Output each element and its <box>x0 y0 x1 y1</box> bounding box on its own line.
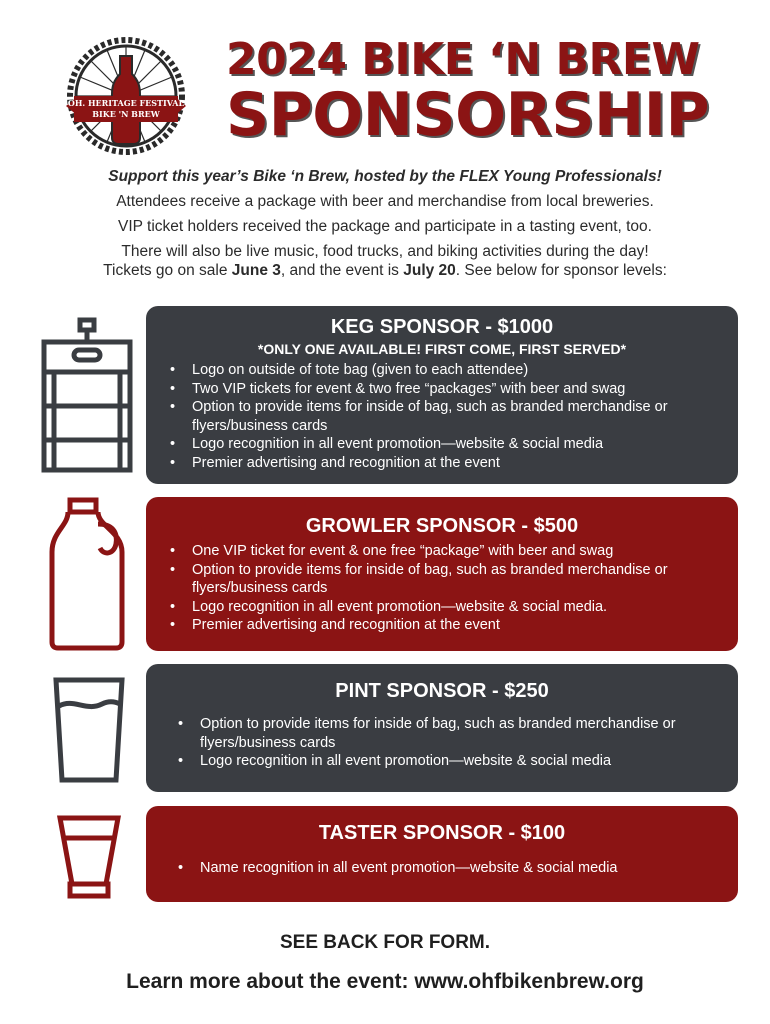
tier-title: GROWLER SPONSOR - $500 <box>305 515 579 537</box>
tier-benefits-list <box>166 859 718 878</box>
growler-icon <box>46 496 128 652</box>
pint-glass-icon <box>52 676 126 786</box>
tier-benefits-list <box>166 542 718 635</box>
list-item: • Logo recognition in all event promotion—website & social media <box>166 435 718 454</box>
intro-paragraph <box>40 164 730 264</box>
title-line1: 2024 BIKE ‘N BREW <box>226 34 700 85</box>
bike-wheel-bottle-logo-icon <box>64 34 188 158</box>
taster-glass-icon <box>56 814 122 900</box>
tier-title: PINT SPONSOR - $250 <box>335 680 549 702</box>
tier-pint-sponsor <box>146 664 738 792</box>
keg-icon <box>40 316 134 474</box>
header <box>0 0 770 160</box>
tickets-prefix: Tickets go on sale <box>103 262 232 279</box>
tickets-middle: , and the event is <box>280 262 404 279</box>
title-line2: SPONSORSHIP <box>226 80 710 150</box>
tier-growler-sponsor <box>146 497 738 651</box>
list-item: • Logo recognition in all event promotion—website & social media <box>174 752 718 771</box>
tickets-suffix: . See below for sponsor levels: <box>455 262 667 279</box>
logo-ribbon-line2: BIKE 'N BREW <box>92 109 160 119</box>
see-back-note: SEE BACK FOR FORM. <box>279 932 491 953</box>
tier-benefits-list <box>166 715 718 771</box>
tier-keg-sponsor <box>146 306 738 484</box>
list-item: • Logo on outside of tote bag (given to each attendee) <box>166 361 718 380</box>
list-item: • Premier advertising and recognition at the event <box>166 454 718 473</box>
list-item: • One VIP ticket for event & one free “package” with beer and swag <box>166 542 718 561</box>
tier-benefits-list <box>166 361 718 472</box>
list-item: • Option to provide items for inside of bag, such as branded merchandise or flyers/business cards <box>166 561 718 598</box>
learn-more-link[interactable]: Learn more about the event: www.ohfbikenbrew.org <box>126 970 644 993</box>
list-item: • Option to provide items for inside of bag, such as branded merchandise or flyers/business cards <box>174 715 718 752</box>
list-item: • Two VIP tickets for event & two free “packages” with beer and swag <box>166 380 718 399</box>
intro-line: VIP ticket holders received the package and participate in a tasting event, too. <box>118 218 652 235</box>
list-item: • Logo recognition in all event promotion—website & social media. <box>166 598 718 617</box>
tickets-info <box>40 262 730 280</box>
logo-ribbon-line1: OH. HERITAGE FESTIVAL <box>67 98 185 108</box>
intro-lead: Support this year’s Bike ‘n Brew, hosted by the FLEX Young Professionals! <box>108 168 662 185</box>
list-item: • Name recognition in all event promotion—website & social media <box>174 859 718 878</box>
list-item: • Option to provide items for inside of bag, such as branded merchandise or flyers/business cards <box>166 398 718 435</box>
tier-note: *ONLY ONE AVAILABLE! FIRST COME, FIRST SERVED* <box>257 341 627 357</box>
tier-title: KEG SPONSOR - $1000 <box>330 316 554 338</box>
intro-line: Attendees receive a package with beer and merchandise from local breweries. <box>116 193 654 210</box>
intro-line: There will also be live music, food trucks, and biking activities during the day! <box>121 243 649 260</box>
tier-taster-sponsor <box>146 806 738 902</box>
list-item: • Premier advertising and recognition at the event <box>166 616 718 635</box>
event-date: July 20 <box>403 262 456 279</box>
tier-title: TASTER SPONSOR - $100 <box>318 822 566 844</box>
tickets-sale-date: June 3 <box>231 262 281 279</box>
